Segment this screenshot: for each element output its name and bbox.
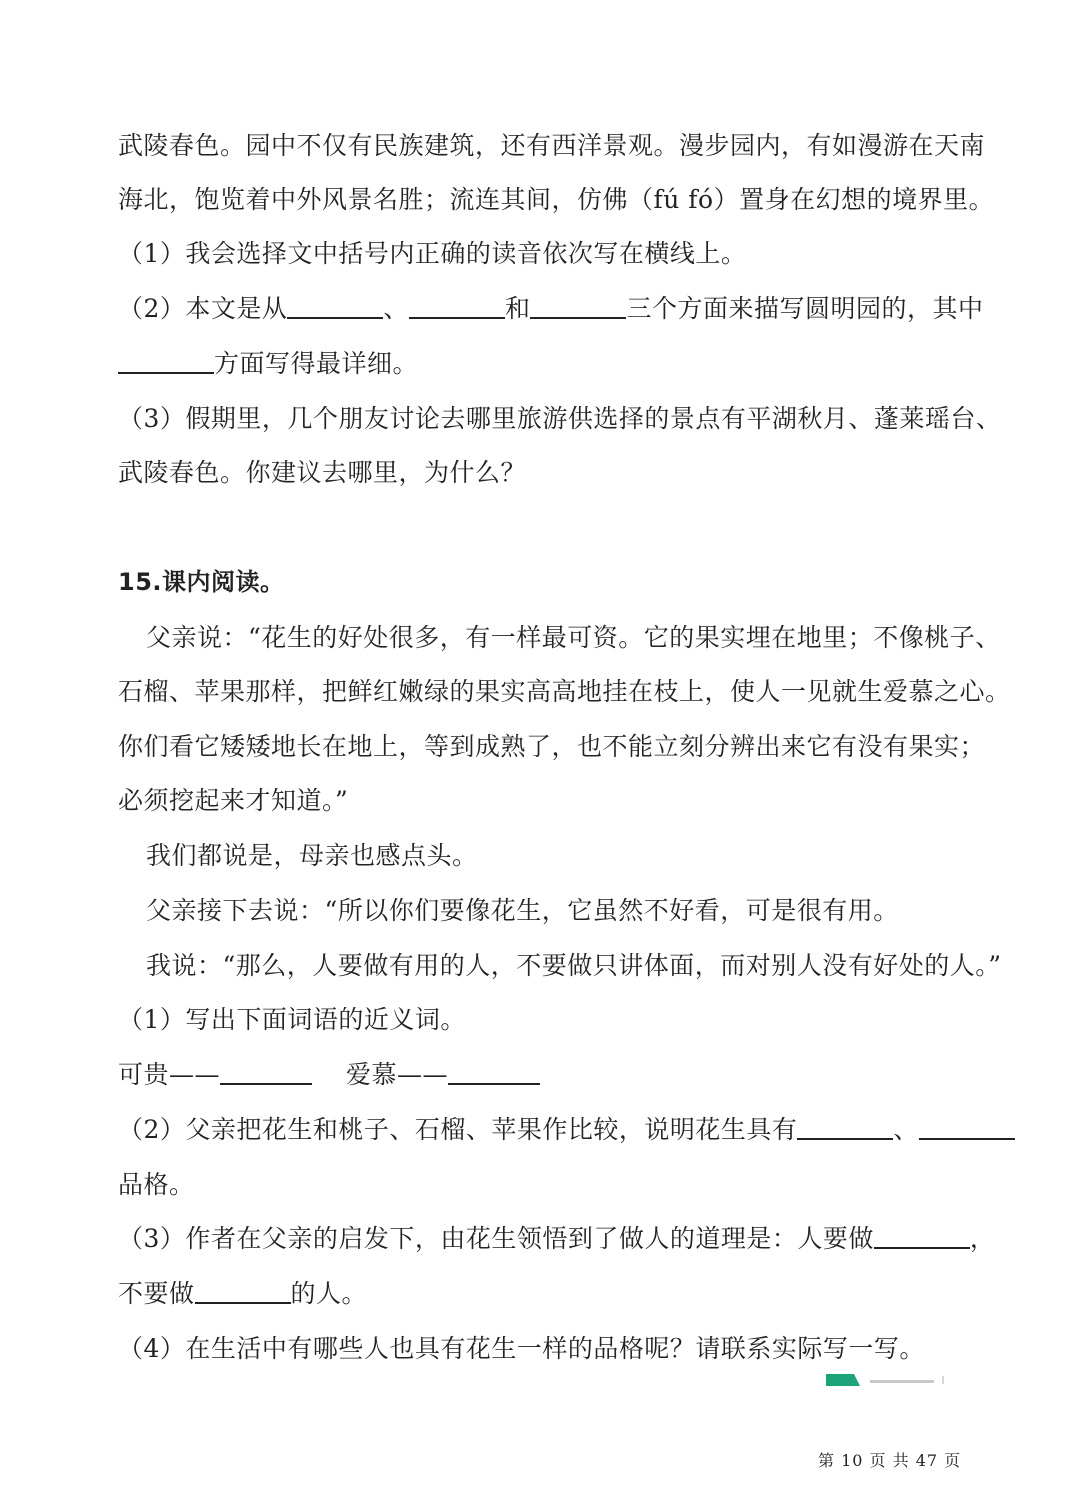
word-label: 可贵—— (118, 1060, 221, 1089)
question-15-2 (118, 1114, 1015, 1146)
separator: 、 (383, 294, 409, 323)
question-15-2-cont: 品格。 (118, 1170, 195, 1199)
answer-blank[interactable] (797, 1114, 893, 1140)
answer-blank[interactable] (220, 1059, 312, 1085)
question-14-1: （1）我会选择文中括号内正确的读音依次写在横线上。 (118, 239, 747, 268)
reading-line: 父亲说：“花生的好处很多，有一样最可资。它的果实埋在地里；不像桃子、 (146, 623, 1001, 652)
answer-blank[interactable] (118, 348, 214, 374)
question-14-2 (118, 293, 983, 325)
answer-blank[interactable] (287, 293, 383, 319)
question-text: （3）作者在父亲的启发下，由花生领悟到了做人的道理是：人要做 (118, 1224, 874, 1253)
question-text: 的人。 (290, 1279, 368, 1308)
question-15-1: （1）写出下面词语的近义词。 (118, 1005, 466, 1034)
question-14-3-cont: 武陵春色。你建议去哪里，为什么？ (118, 458, 527, 487)
question-14-2-cont (118, 348, 418, 380)
question-text: 不要做 (118, 1279, 195, 1308)
answer-blank[interactable] (448, 1059, 540, 1085)
reading-line: 石榴、苹果那样，把鲜红嫩绿的果实高高地挂在枝上，使人一见就生爱慕之心。 (118, 677, 1011, 706)
passage-line: 海北，饱览着中外风景名胜；流连其间，仿佛（fú fó）置身在幻想的境界里。 (118, 185, 995, 214)
reading-line: 我们都说是，母亲也感点头。 (146, 841, 478, 870)
reading-line: 你们看它矮矮地长在地上，等到成熟了，也不能立刻分辨出来它有没有果实； (118, 732, 986, 761)
synonym-row (118, 1059, 540, 1091)
answer-blank[interactable] (195, 1278, 291, 1304)
separator: 、 (893, 1115, 919, 1144)
question-15-3 (118, 1223, 995, 1255)
answer-blank[interactable] (919, 1114, 1015, 1140)
reading-line: 必须挖起来才知道。” (118, 786, 349, 815)
question-15-4: （4）在生活中有哪些人也具有花生一样的品格呢？请联系实际写一写。 (118, 1334, 925, 1363)
separator: 和 (504, 294, 531, 323)
passage-line: 武陵春色。园中不仅有民族建筑，还有西洋景观。漫步园内，有如漫游在天南 (118, 131, 986, 160)
question-text: 方面写得最详细。 (214, 349, 419, 378)
answer-blank[interactable] (409, 293, 505, 319)
question-text: 三个方面来描写圆明园的，其中 (626, 294, 984, 323)
separator: ， (969, 1224, 996, 1253)
reading-line: 父亲接下去说：“所以你们要像花生，它虽然不好看，可是很有用。 (146, 896, 899, 925)
watermark-logo (826, 1372, 946, 1386)
answer-blank[interactable] (530, 293, 626, 319)
word-label: 爱慕—— (346, 1060, 449, 1089)
section-heading: 15.课内阅读。 (118, 568, 285, 596)
question-15-3-cont (118, 1278, 367, 1310)
question-14-3: （3）假期里，几个朋友讨论去哪里旅游供选择的景点有平湖秋月、蓬莱瑶台、 (118, 404, 1002, 433)
reading-line: 我说：“那么，人要做有用的人，不要做只讲体面，而对别人没有好处的人。” (146, 951, 1002, 980)
answer-blank[interactable] (874, 1223, 970, 1249)
question-text: （2）本文是从 (118, 294, 288, 323)
question-text: （2）父亲把花生和桃子、石榴、苹果作比较，说明花生具有 (118, 1115, 798, 1144)
page-number: 第 10 页 共 47 页 (818, 1451, 962, 1470)
